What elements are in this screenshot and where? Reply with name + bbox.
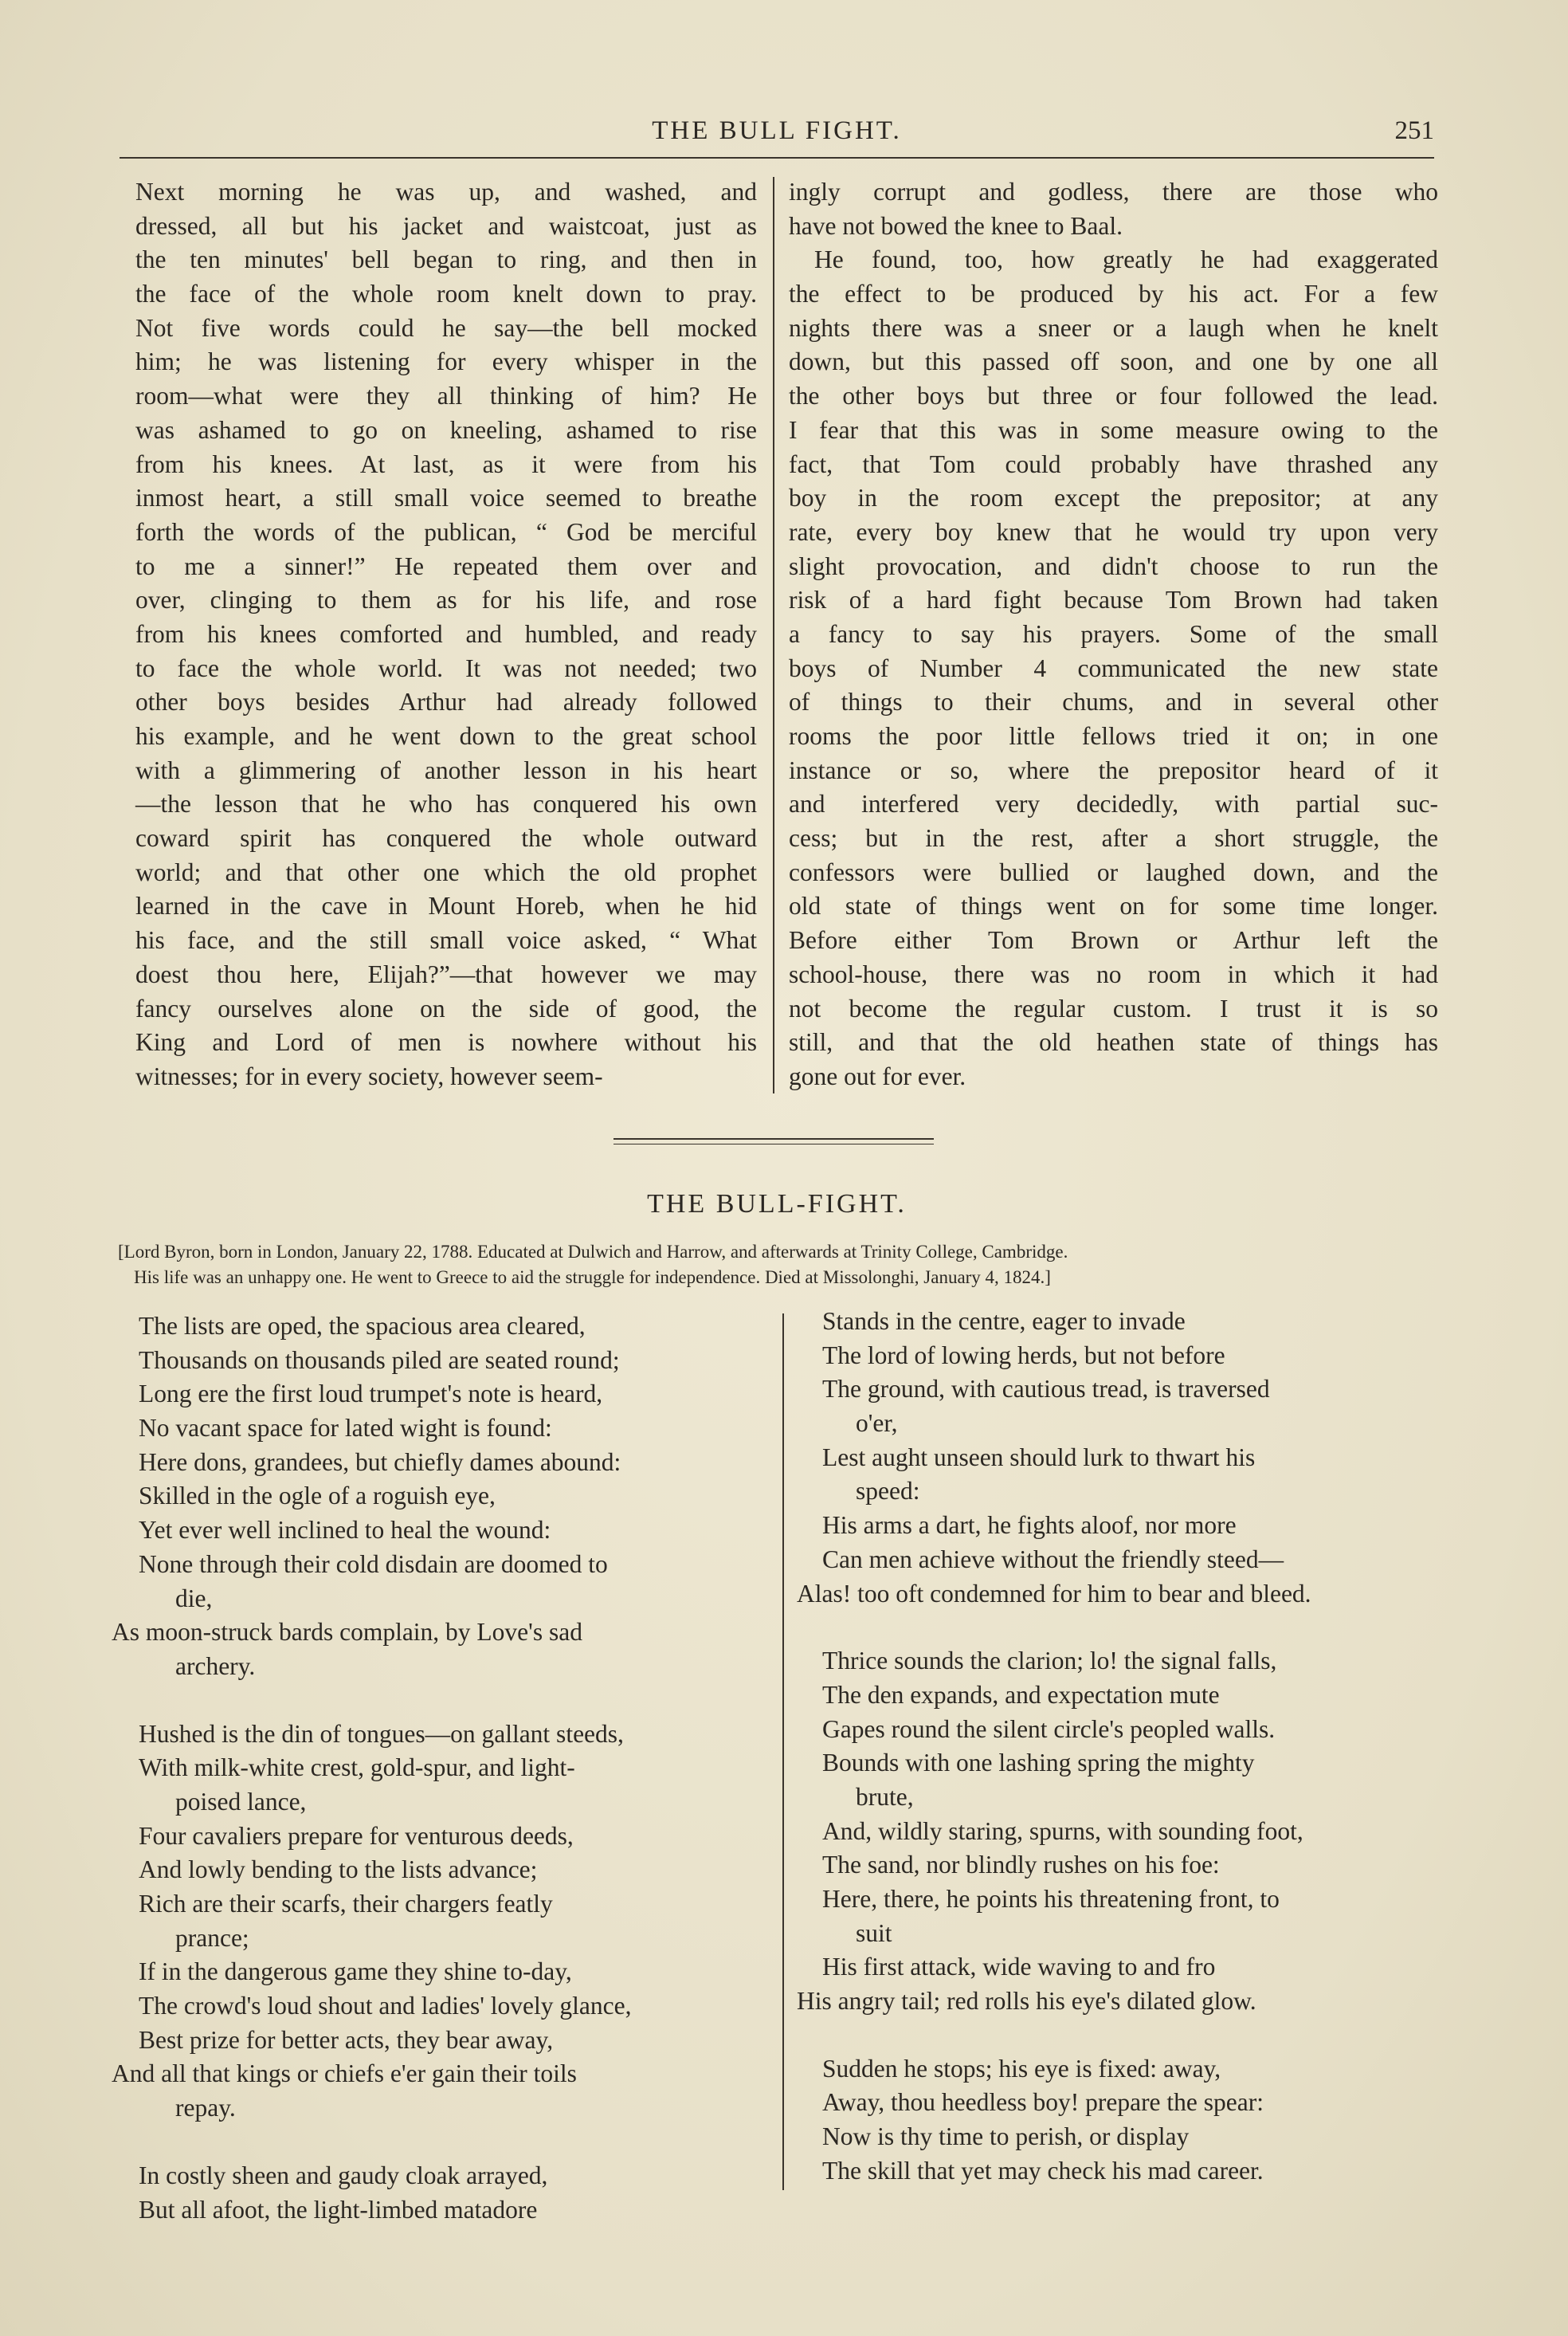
prose-line: slight provocation, and didn't choose to run the (789, 552, 1438, 580)
author-bio-note (118, 1239, 1441, 1290)
prose-left-column (135, 175, 757, 1092)
prose-line: gone out for ever. (789, 1062, 966, 1090)
prose-line: instance or so, where the prepositor heard of it (789, 756, 1438, 784)
poem-line: Sudden he stops; his eye is fixed: away, (822, 2054, 1221, 2083)
prose-line: old state of things went on for some time longer. (789, 892, 1438, 921)
prose-line: over, clinging to them as for his life, and rose (135, 586, 757, 614)
column-divider-bottom (782, 1313, 784, 2190)
running-head-title: THE BULL FIGHT. (652, 116, 902, 145)
prose-line: rate, every boy knew that he would try upon very (789, 517, 1438, 546)
poem-line: Bounds with one lashing spring the mighty (822, 1749, 1255, 1777)
prose-line: fancy ourselves alone on the side of good, the (135, 994, 757, 1023)
prose-line: from his knees. At last, as it were from his (135, 450, 757, 478)
poem-line: brute, (856, 1782, 914, 1811)
poem-line: Gapes round the silent circle's peopled walls. (822, 1714, 1276, 1743)
prose-line: coward spirit has conquered the whole outward (135, 824, 757, 853)
poem-line: The lord of lowing herds, but not before (822, 1341, 1225, 1369)
prose-line: doest thou here, Elijah?”—that however we may (135, 960, 757, 988)
prose-line: the face of the whole room knelt down to pray. (135, 280, 757, 308)
poem-right-column (797, 1305, 1450, 2189)
poem-line: Now is thy time to perish, or display (822, 2122, 1190, 2151)
header-rule (120, 157, 1434, 159)
poem-line: The crowd's loud shout and ladies' lovely glance, (139, 1992, 632, 2020)
prose-line: learned in the cave in Mount Horeb, when he hid (135, 892, 757, 921)
prose-line: fact, that Tom could probably have thrashed any (789, 450, 1438, 478)
prose-line: not become the regular custom. I trust it is so (789, 994, 1438, 1023)
poem-line: poised lance, (175, 1787, 307, 1816)
prose-line: nights there was a sneer or a laugh when he knelt (789, 313, 1438, 342)
poem-line: Thrice sounds the clarion; lo! the signal falls, (822, 1647, 1277, 1675)
stanza-break (112, 1684, 765, 1718)
poem-line: repay. (175, 2094, 236, 2122)
poem-line: archery. (175, 1651, 256, 1680)
prose-line: him; he was listening for every whisper in the (135, 347, 757, 376)
poem-line: His arms a dart, he fights aloof, nor more (822, 1511, 1237, 1540)
prose-line: inmost heart, a still small voice seemed to breathe (135, 484, 757, 512)
prose-line: other boys besides Arthur had already followed (135, 688, 757, 717)
column-divider-top (773, 177, 774, 1093)
poem-line: And lowly bending to the lists advance; (139, 1855, 538, 1884)
prose-line: the ten minutes' bell began to ring, and then in (135, 245, 757, 274)
poem-line: Yet ever well inclined to heal the wound: (139, 1516, 551, 1545)
poem-line: Here dons, grandees, but chiefly dames abound: (139, 1447, 621, 1476)
poem-line: His first attack, wide waving to and fro (822, 1953, 1216, 1981)
poem-line: In costly sheen and gaudy cloak arrayed, (139, 2161, 548, 2189)
page-number: 251 (1394, 116, 1434, 145)
prose-line: still, and that the old heathen state of things has (789, 1028, 1438, 1057)
running-head (120, 116, 1434, 151)
poem-line: The skill that yet may check his mad career. (822, 2156, 1264, 2185)
poem-line: Alas! too oft condemned for him to bear and bleed. (797, 1579, 1311, 1608)
prose-line: forth the words of the publican, “ God be merciful (135, 517, 757, 546)
poem-line: As moon-struck bards complain, by Love's sad (112, 1618, 582, 1647)
prose-line: the effect to be produced by his act. For a few (789, 280, 1438, 308)
poem-line: die, (175, 1584, 213, 1612)
prose-line: King and Lord of men is nowhere without his (135, 1028, 757, 1057)
poem-line: Best prize for better acts, they bear away, (139, 2025, 554, 2054)
poem-line: Here, there, he points his threatening front, to (822, 1885, 1280, 1913)
prose-line: was ashamed to go on kneeling, ashamed to rise (135, 415, 757, 444)
prose-line: cess; but in the rest, after a short struggle, the (789, 824, 1438, 853)
stanza-break (797, 1611, 1450, 1644)
prose-line: risk of a hard fight because Tom Brown had taken (789, 586, 1438, 614)
poem-line: The sand, nor blindly rushes on his foe: (822, 1851, 1220, 1879)
prose-line: to me a sinner!” He repeated them over and (135, 552, 757, 580)
prose-line: dressed, all but his jacket and waistcoat, just as (135, 211, 757, 240)
prose-line: —the lesson that he who has conquered his own (135, 790, 757, 819)
poem-line: With milk-white crest, gold-spur, and light- (139, 1753, 575, 1782)
prose-line: down, but this passed off soon, and one by one all (789, 347, 1438, 376)
section-separator-rule (613, 1138, 934, 1140)
prose-line: confessors were bullied or laughed down, and the (789, 858, 1438, 886)
poem-line: Thousands on thousands piled are seated round; (139, 1345, 620, 1374)
prose-line: and interfered very decidedly, with partial suc- (789, 790, 1438, 819)
prose-line: his face, and the still small voice asked, “ What (135, 926, 757, 955)
prose-line: world; and that other one which the old prophet (135, 858, 757, 886)
prose-line: He found, too, how greatly he had exaggerated (814, 245, 1438, 274)
prose-line: a fancy to say his prayers. Some of the small (789, 619, 1438, 648)
poem-line: The ground, with cautious tread, is traversed (822, 1375, 1270, 1404)
prose-line: ingly corrupt and godless, there are those who (789, 178, 1438, 206)
prose-right-column (789, 175, 1438, 1092)
poem-line: None through their cold disdain are doomed to (139, 1549, 608, 1578)
prose-line: boy in the room except the prepositor; at any (789, 484, 1438, 512)
prose-line: from his knees comforted and humbled, and ready (135, 619, 757, 648)
poem-line: suit (856, 1918, 892, 1947)
bio-line-1: [Lord Byron, born in London, January 22, 1788. Educated at Dulwich and Harrow, and afterwards at Trinity College, Cambridge. (118, 1242, 1068, 1262)
prose-line: Not five words could he say—the bell mocked (135, 313, 757, 342)
poem-line: And, wildly staring, spurns, with sounding foot, (822, 1816, 1303, 1845)
poem-line: The den expands, and expectation mute (822, 1680, 1220, 1709)
poem-line: Skilled in the ogle of a roguish eye, (139, 1482, 496, 1510)
prose-line: boys of Number 4 communicated the new state (789, 654, 1438, 682)
poem-line: The lists are oped, the spacious area cleared, (139, 1312, 586, 1340)
prose-line: with a glimmering of another lesson in his heart (135, 756, 757, 784)
prose-line: his example, and he went down to the great school (135, 722, 757, 750)
prose-line: Before either Tom Brown or Arthur left the (789, 926, 1438, 955)
prose-line: Next morning he was up, and washed, and (135, 178, 757, 206)
poem-line: prance; (175, 1923, 249, 1952)
poem-line: o'er, (856, 1409, 898, 1438)
poem-line: Stands in the centre, eager to invade (822, 1307, 1186, 1335)
poem-line: But all afoot, the light-limbed matadore (139, 2195, 538, 2224)
poem-line: Hushed is the din of tongues—on gallant steeds, (139, 1719, 624, 1748)
poem-line: And all that kings or chiefs e'er gain their toils (112, 2059, 577, 2088)
poem-title: THE BULL-FIGHT. (647, 1189, 907, 1219)
prose-line: room—what were they all thinking of him? He (135, 382, 757, 410)
poem-line: His angry tail; red rolls his eye's dilated glow. (797, 1987, 1256, 2016)
prose-line: to face the whole world. It was not needed; two (135, 654, 757, 682)
poem-line: speed: (856, 1477, 920, 1506)
prose-line: I fear that this was in some measure owing to the (789, 415, 1438, 444)
poem-line: Away, thou heedless boy! prepare the spear: (822, 2088, 1264, 2117)
prose-line: the other boys but three or four followed the lead. (789, 382, 1438, 410)
poem-line: No vacant space for lated wight is found: (139, 1414, 552, 1443)
poem-line: If in the dangerous game they shine to-day, (139, 1957, 572, 1986)
poem-line: Rich are their scarfs, their chargers featly (139, 1890, 553, 1918)
prose-line: witnesses; for in every society, however seem- (135, 1062, 603, 1090)
bio-line-2: His life was an unhappy one. He went to Greece to aid the struggle for independence. Died at Missolonghi, January 4, 1824.] (134, 1267, 1051, 1287)
poem-left-column (112, 1309, 765, 2227)
poem-line: Can men achieve without the friendly steed— (822, 1545, 1284, 1573)
prose-line: have not bowed the knee to Baal. (789, 211, 1123, 240)
prose-line: rooms the poor little fellows tried it on; in one (789, 722, 1438, 750)
prose-line: school-house, there was no room in which it had (789, 960, 1438, 988)
poem-line: Four cavaliers prepare for venturous deeds, (139, 1821, 574, 1850)
stanza-break (797, 2019, 1450, 2052)
stanza-break (112, 2126, 765, 2159)
poem-line: Lest aught unseen should lurk to thwart his (822, 1443, 1256, 1471)
prose-line: of things to their chums, and in several other (789, 688, 1438, 717)
poem-line: Long ere the first loud trumpet's note is heard, (139, 1380, 603, 1408)
